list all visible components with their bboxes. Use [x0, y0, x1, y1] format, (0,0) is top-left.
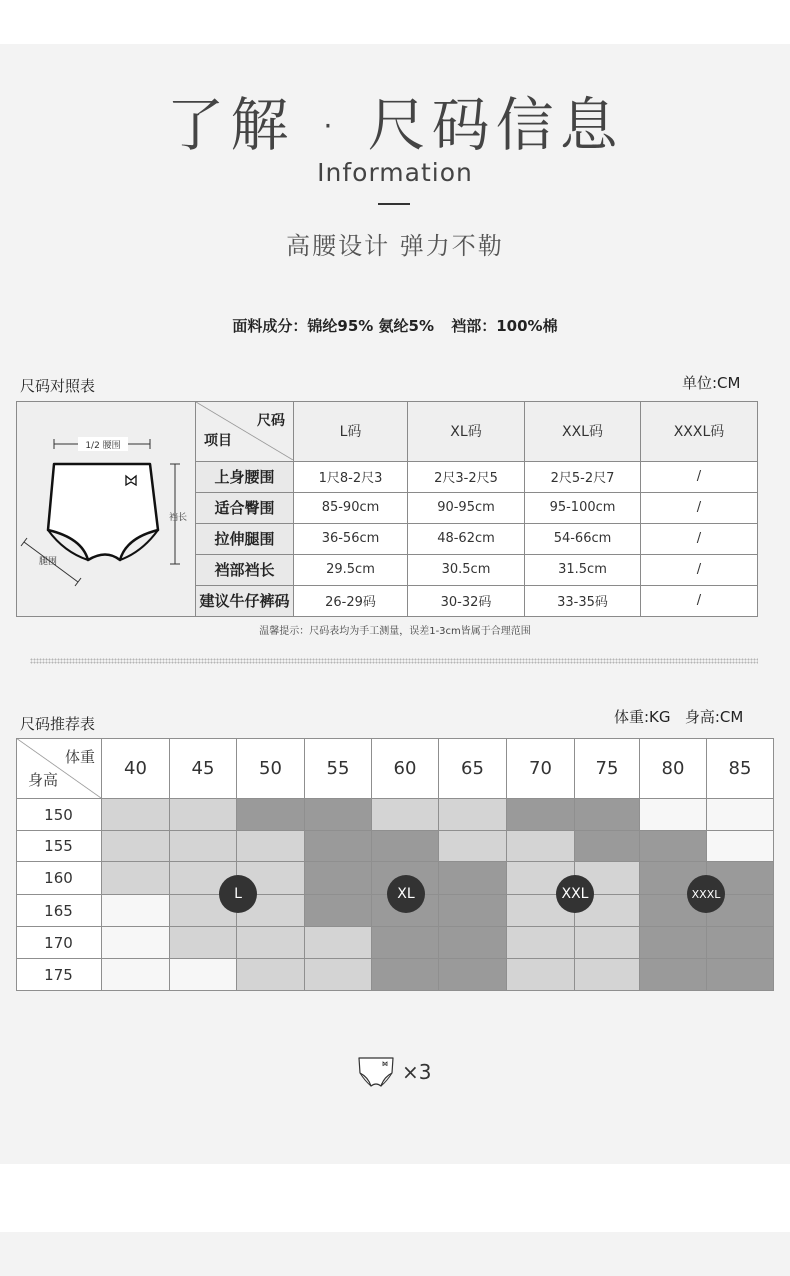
row-label-leg: 拉伸腿围 [196, 523, 294, 554]
weight-header: 45 [170, 738, 237, 799]
row-label-jeans: 建议牛仔裤码 [196, 585, 294, 616]
row-label-crotch: 裆部裆长 [196, 554, 294, 585]
briefs-diagram-icon [18, 402, 195, 612]
col-header-xxxl: XXXL码 [641, 402, 758, 462]
grid-cell [305, 862, 372, 895]
corner-item-label: 项目 [204, 433, 232, 450]
grid-cell [439, 927, 507, 959]
grid-cell [640, 927, 707, 959]
grid-cell [102, 862, 170, 895]
size-chart-unit: 单位:CM [682, 374, 741, 392]
size-chart-table [16, 401, 758, 617]
crotch-material: 裆部：100%棉 [451, 317, 558, 335]
measurement-note: 温馨提示：尺码表均为手工测量，误差1-3cm皆属于合理范围 [259, 626, 531, 637]
grid-cell [237, 799, 305, 831]
grid-cell [575, 927, 640, 959]
size-badge-xxxl: XXXL [687, 875, 725, 913]
table-cell: 54-66cm [525, 523, 641, 554]
grid-cell [305, 959, 372, 991]
fabric-composition: 面料成分：锦纶95% 氨纶5% [232, 317, 434, 335]
grid-cell [170, 831, 237, 862]
weight-header: 85 [707, 738, 774, 799]
grid-cell [575, 831, 640, 862]
grid-cell [305, 927, 372, 959]
grid-cell [305, 895, 372, 927]
bottom-band [0, 1232, 790, 1276]
grid-cell [237, 927, 305, 959]
leg-label: 腿围 [38, 557, 57, 567]
height-header: 155 [16, 831, 102, 862]
table-cell: 2尺3-2尺5 [408, 461, 525, 492]
size-badge-l: L [219, 875, 257, 913]
height-header: 150 [16, 799, 102, 831]
tagline: 高腰设计 弹力不勒 [286, 232, 504, 260]
grid-cell [305, 831, 372, 862]
page-subtitle: Information [317, 158, 473, 187]
table-cell: 33-35码 [525, 585, 641, 616]
grid-cell [170, 927, 237, 959]
table-cell: / [641, 585, 758, 616]
table-cell: / [641, 492, 758, 523]
grid-cell [372, 959, 439, 991]
table-cell: 1尺8-2尺3 [294, 461, 408, 492]
dotted-divider [30, 658, 758, 664]
size-chart-header-row [17, 402, 758, 462]
grid-cell [507, 799, 575, 831]
size-chart-corner [196, 402, 294, 462]
col-header-xxl: XXL码 [525, 402, 641, 462]
size-chart-label: 尺码对照表 [20, 377, 96, 395]
grid-cell [102, 959, 170, 991]
fabric-info [0, 315, 790, 336]
grid-cell [372, 927, 439, 959]
grid-cell [102, 799, 170, 831]
table-cell: / [641, 523, 758, 554]
grid-cell [707, 927, 774, 959]
grid-cell [640, 959, 707, 991]
height-header: 175 [16, 959, 102, 991]
grid-cell [102, 831, 170, 862]
half-waist-label: 1/2 腰围 [84, 441, 121, 451]
size-badge-xxl: XXL [556, 875, 594, 913]
table-cell: 95-100cm [525, 492, 641, 523]
grid-cell [237, 959, 305, 991]
table-cell: 31.5cm [525, 554, 641, 585]
grid-cell [575, 799, 640, 831]
corner-weight-label: 体重 [64, 748, 95, 766]
title-divider [378, 203, 410, 205]
briefs-icon [356, 1055, 396, 1089]
grid-cell [640, 799, 707, 831]
grid-cell [305, 799, 372, 831]
height-header: 170 [16, 927, 102, 959]
table-cell: 29.5cm [294, 554, 408, 585]
weight-header: 70 [507, 738, 575, 799]
table-cell: / [641, 554, 758, 585]
corner-size-label: 尺码 [257, 413, 285, 430]
col-header-l: L码 [294, 402, 408, 462]
recommendation-label: 尺码推荐表 [20, 715, 96, 733]
quantity-label: ×3 [402, 1060, 432, 1084]
grid-cell [507, 959, 575, 991]
grid-cell [640, 831, 707, 862]
table-cell: 26-29码 [294, 585, 408, 616]
grid-cell [707, 799, 774, 831]
grid-cell [439, 799, 507, 831]
table-cell: 30-32码 [408, 585, 525, 616]
col-header-xl: XL码 [408, 402, 525, 462]
page-title: 了解 · 尺码信息 [166, 91, 624, 159]
grid-cell [707, 831, 774, 862]
grid-cell [102, 927, 170, 959]
grid-cell [237, 831, 305, 862]
table-cell: 85-90cm [294, 492, 408, 523]
weight-header: 40 [102, 738, 170, 799]
height-header: 165 [16, 895, 102, 927]
grid-cell [439, 895, 507, 927]
length-label: 裆长 [168, 513, 187, 523]
grid-cell [439, 959, 507, 991]
grid-cell [439, 831, 507, 862]
weight-header: 55 [305, 738, 372, 799]
table-cell: 90-95cm [408, 492, 525, 523]
recommendation-unit: 体重:KG 身高:CM [614, 708, 744, 726]
grid-cell [170, 959, 237, 991]
weight-header: 60 [372, 738, 439, 799]
grid-cell [707, 959, 774, 991]
recommendation-corner [16, 738, 102, 799]
weight-header: 65 [439, 738, 507, 799]
table-cell: 30.5cm [408, 554, 525, 585]
weight-header: 75 [575, 738, 640, 799]
corner-height-label: 身高 [28, 771, 59, 789]
package-quantity [356, 1054, 431, 1090]
grid-cell [372, 799, 439, 831]
garment-diagram [17, 402, 196, 617]
height-header: 160 [16, 862, 102, 895]
grid-cell [170, 799, 237, 831]
weight-header: 50 [237, 738, 305, 799]
table-cell: / [641, 461, 758, 492]
table-cell: 48-62cm [408, 523, 525, 554]
size-badge-xl: XL [387, 875, 425, 913]
grid-cell [575, 959, 640, 991]
grid-cell [439, 862, 507, 895]
table-cell: 36-56cm [294, 523, 408, 554]
table-cell: 2尺5-2尺7 [525, 461, 641, 492]
size-recommendation-grid [16, 738, 774, 991]
weight-header: 80 [640, 738, 707, 799]
grid-cell [507, 831, 575, 862]
row-label-waist: 上身腰围 [196, 461, 294, 492]
grid-cell [372, 831, 439, 862]
row-label-hip: 适合臀围 [196, 492, 294, 523]
grid-cell [507, 927, 575, 959]
grid-cell [102, 895, 170, 927]
